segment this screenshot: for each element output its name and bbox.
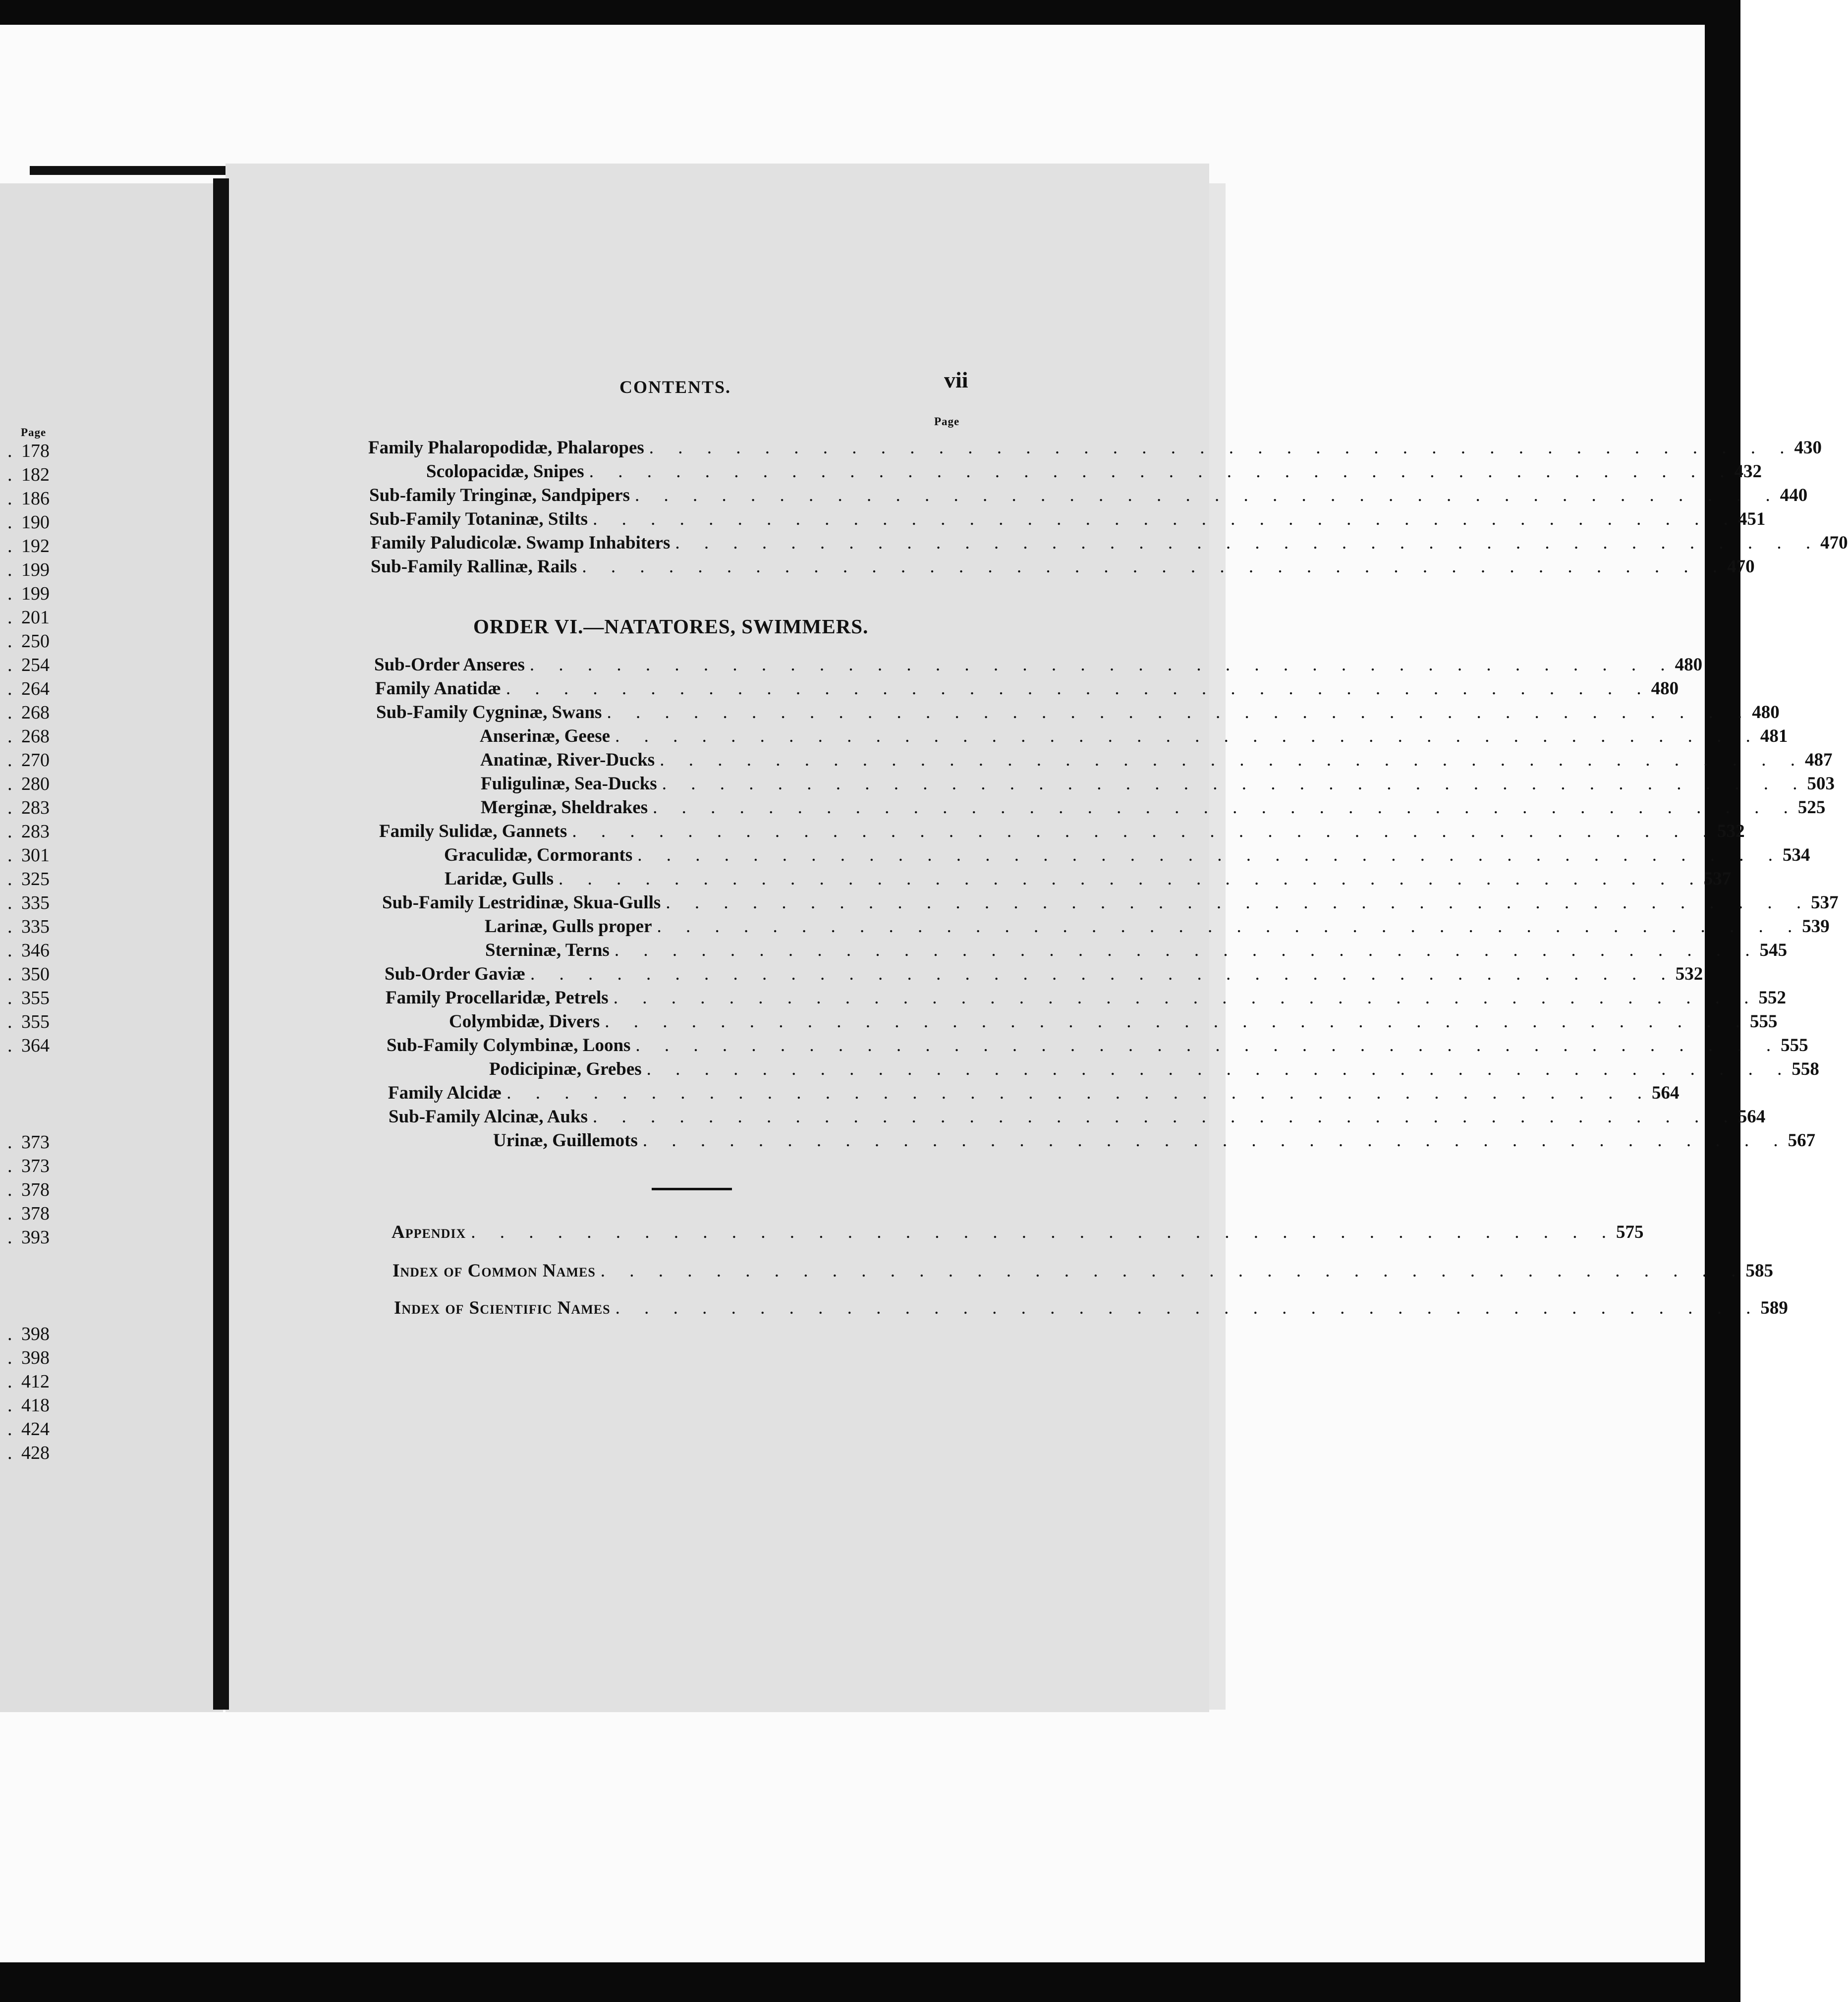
left-page-number: . 428 — [7, 1443, 50, 1463]
toc-entry: Larinæ, Gulls proper . . . . . . . . . . . . . . . . . . . . . . . . . . . . . . . . . . . . . . . . 539 — [485, 916, 1830, 937]
left-page-number: . 393 — [7, 1227, 50, 1248]
toc-entry: Sub-family Tringinæ, Sandpipers . . . . . . . . . . . . . . . . . . . . . . . . . . . . . . . . . . . . . . . . 440 — [369, 485, 1808, 505]
left-page-number: . 350 — [7, 964, 50, 985]
toc-entry: Sub-Order Gaviæ . . . . . . . . . . . . . . . . . . . . . . . . . . . . . . . . . . . . . . . . 532 — [385, 964, 1703, 984]
left-page-number: . 378 — [7, 1203, 50, 1224]
left-page-number: . 412 — [7, 1371, 50, 1392]
toc-entry: Scolopacidæ, Snipes . . . . . . . . . . . . . . . . . . . . . . . . . . . . . . . . . . . . . . . . 432 — [426, 461, 1762, 482]
toc-entry-appendix: Appendix . . . . . . . . . . . . . . . . . . . . . . . . . . . . . . . . . . . . . . . . 575 — [392, 1222, 1644, 1242]
left-page-header: Page — [21, 426, 47, 439]
left-page-number: . 346 — [7, 940, 50, 961]
left-page-number: . 270 — [7, 750, 50, 771]
left-page-number: . 199 — [7, 583, 50, 604]
toc-entry: Graculidæ, Cormorants . . . . . . . . . . . . . . . . . . . . . . . . . . . . . . . . . . . . . . . . 534 — [444, 845, 1810, 865]
left-page-number: . 424 — [7, 1419, 50, 1440]
left-page-number: . 192 — [7, 536, 50, 556]
left-page-number: . 378 — [7, 1179, 50, 1200]
page-column-header: Page — [934, 415, 960, 428]
toc-entry: Podicipinæ, Grebes . . . . . . . . . . . . . . . . . . . . . . . . . . . . . . . . . . . . . . . . 558 — [489, 1059, 1819, 1079]
toc-entry: Colymbidæ, Divers . . . . . . . . . . . . . . . . . . . . . . . . . . . . . . . . . . . . . . . . 555 — [449, 1011, 1778, 1032]
toc-entry: Merginæ, Sheldrakes . . . . . . . . . . . . . . . . . . . . . . . . . . . . . . . . . . . . . . . . 525 — [481, 797, 1826, 818]
left-page-number: . 182 — [7, 464, 50, 485]
toc-entry: Urinæ, Guillemots . . . . . . . . . . . . . . . . . . . . . . . . . . . . . . . . . . . . . . . . 567 — [493, 1130, 1816, 1151]
folio-number: vii — [944, 367, 968, 392]
book-spine — [213, 178, 229, 1710]
scan-border-top — [0, 0, 1740, 25]
toc-entry: Family Procellaridæ, Petrels . . . . . . . . . . . . . . . . . . . . . . . . . . . . . . . . . . . . . . . . 552 — [386, 988, 1786, 1008]
section-divider — [652, 1188, 732, 1190]
left-page-number: . 301 — [7, 845, 50, 866]
left-page-number: . 201 — [7, 607, 50, 628]
left-page-number: . 398 — [7, 1347, 50, 1368]
left-page-number: . 283 — [7, 821, 50, 842]
left-page-number: . 418 — [7, 1395, 50, 1416]
left-page-number: . 355 — [7, 1011, 50, 1032]
toc-entry: Sub-Family Cygninæ, Swans . . . . . . . . . . . . . . . . . . . . . . . . . . . . . . . . . . . . . . . . 480 — [376, 702, 1780, 723]
left-page-number: . 283 — [7, 797, 50, 818]
toc-entry: Family Paludicolæ. Swamp Inhabiters . . . . . . . . . . . . . . . . . . . . . . . . . . . . . . . . . . . . . . . . 470 — [371, 533, 1848, 553]
toc-entry: Anserinæ, Geese . . . . . . . . . . . . . . . . . . . . . . . . . . . . . . . . . . . . . . . . 481 — [480, 726, 1788, 746]
left-page-number: . 178 — [7, 441, 50, 461]
left-page-number: . 254 — [7, 655, 50, 675]
left-page-number: . 199 — [7, 559, 50, 580]
left-page-number: . 325 — [7, 869, 50, 890]
left-page-number: . 398 — [7, 1324, 50, 1344]
toc-entry: Family Sulidæ, Gannets . . . . . . . . . . . . . . . . . . . . . . . . . . . . . . . . . . . . . . . . 532 — [379, 821, 1745, 841]
toc-entry: Sub-Family Lestridinæ, Skua-Gulls . . . . . . . . . . . . . . . . . . . . . . . . . . . . . . . . . . . . . . . . 537 — [382, 892, 1839, 913]
left-page-number: . 335 — [7, 892, 50, 913]
toc-entry: Sub-Family Colymbinæ, Loons . . . . . . . . . . . . . . . . . . . . . . . . . . . . . . . . . . . . . . . . 555 — [387, 1035, 1808, 1056]
toc-entry-index-scientific: Index of Scientific Names . . . . . . . . . . . . . . . . . . . . . . . . . . . . . . . . . . . . . . . . 589 — [394, 1298, 1788, 1318]
left-page-number: . 364 — [7, 1035, 50, 1056]
toc-entry: Sterninæ, Terns . . . . . . . . . . . . . . . . . . . . . . . . . . . . . . . . . . . . . . . . 545 — [485, 940, 1788, 960]
toc-entry: Laridæ, Gulls . . . . . . . . . . . . . . . . . . . . . . . . . . . . . . . . . . . . . . . . 537 — [445, 869, 1732, 889]
section-heading: ORDER VI.—NATATORES, SWIMMERS. — [473, 615, 869, 638]
toc-entry: Sub-Order Anseres . . . . . . . . . . . . . . . . . . . . . . . . . . . . . . . . . . . . . . . . 480 — [374, 655, 1703, 675]
left-page-number: . 264 — [7, 678, 50, 699]
left-page-number: . 190 — [7, 512, 50, 533]
left-page-number: . 373 — [7, 1156, 50, 1176]
toc-entry: Sub-Family Rallinæ, Rails . . . . . . . . . . . . . . . . . . . . . . . . . . . . . . . . . . . . . . . . 470 — [371, 556, 1755, 577]
toc-entry: Fuligulinæ, Sea-Ducks . . . . . . . . . . . . . . . . . . . . . . . . . . . . . . . . . . . . . . . . 503 — [481, 774, 1835, 794]
scan-border-bottom — [0, 1962, 1740, 2002]
left-page-number: . 268 — [7, 726, 50, 747]
toc-entry: Family Alcidæ . . . . . . . . . . . . . . . . . . . . . . . . . . . . . . . . . . . . . . . . 564 — [388, 1083, 1680, 1103]
left-page-number: . 355 — [7, 988, 50, 1008]
toc-entry: Anatinæ, River-Ducks . . . . . . . . . . . . . . . . . . . . . . . . . . . . . . . . . . . . . . . . 487 — [480, 750, 1833, 770]
left-page-number: . 186 — [7, 488, 50, 509]
running-title: CONTENTS. — [619, 377, 731, 397]
toc-entry: Sub-Family Alcinæ, Auks . . . . . . . . . . . . . . . . . . . . . . . . . . . . . . . . . . . . . . . . 564 — [389, 1107, 1766, 1127]
toc-entry: Sub-Family Totaninæ, Stilts . . . . . . . . . . . . . . . . . . . . . . . . . . . . . . . . . . . . . . . . 451 — [369, 509, 1766, 529]
left-page-number: . 373 — [7, 1132, 50, 1153]
toc-entry-index-common: Index of Common Names . . . . . . . . . . . . . . . . . . . . . . . . . . . . . . . . . . . . . . . . 585 — [392, 1261, 1774, 1281]
toc-entry: Family Phalaropodidæ, Phalaropes . . . . . . . . . . . . . . . . . . . . . . . . . . . . . . . . . . . . . . . . 430 — [368, 438, 1822, 458]
toc-entry: Family Anatidæ . . . . . . . . . . . . . . . . . . . . . . . . . . . . . . . . . . . . . . . . 480 — [375, 678, 1679, 699]
left-page-number: . 268 — [7, 702, 50, 723]
left-page-number: . 335 — [7, 916, 50, 937]
left-page-number: . 250 — [7, 631, 50, 652]
left-page-number: . 280 — [7, 774, 50, 794]
